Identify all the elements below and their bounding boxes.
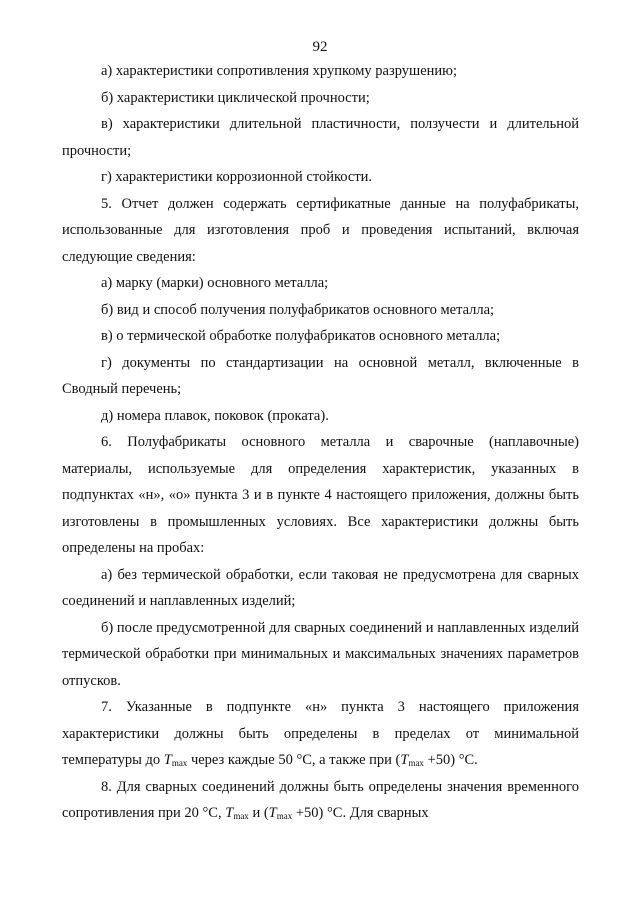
temperature-subscript: max	[171, 758, 188, 768]
temperature-symbol: T	[268, 805, 277, 821]
list-item-b-production-method: б) вид и способ получения полуфабрикатов основного металла;	[101, 301, 495, 318]
paragraph-7-text-middle: через каждые 50 °С, а также при (	[187, 752, 401, 768]
list-item-a-no-heat-treatment: а) без термической обработки, если таковая не предусмотрена для сварных соединений и наплавленных изделий;	[62, 566, 579, 609]
temperature-symbol: T	[225, 805, 234, 821]
list-item-b-cyclic-strength: б) характеристики циклической прочности;	[101, 89, 370, 106]
temperature-subscript: max	[276, 811, 293, 821]
body-text	[62, 58, 579, 827]
list-item-c-heat-treatment: в) о термической обработке полуфабрикатов основного металла;	[101, 328, 501, 344]
list-item-d-standards-documents: г) документы по стандартизации на основной металл, включенные в Сводный перечень;	[62, 354, 579, 397]
paragraph-8	[62, 774, 579, 827]
paragraph-7	[62, 694, 579, 774]
temperature-subscript: max	[408, 758, 424, 768]
paragraph-7-text-start: 7. Указанные в подпункте «н» пункта 3 настоящего приложения характеристики должны быть определены в пределах от минимальной температуры до	[62, 699, 579, 768]
paragraph-7-text-end: +50) °С.	[423, 752, 478, 768]
temperature-symbol: T	[163, 752, 172, 768]
page-number: 92	[312, 39, 328, 55]
paragraph-8-text-start: 8. Для сварных соединений должны быть определены значения временного сопротивления при 20 °С,	[62, 778, 579, 821]
paragraph-6: 6. Полуфабрикаты основного металла и сварочные (наплавочные) материалы, используемые для определения характеристик, указанных в подпунктах «н», «о» пункта 3 и в пункте 4 настоящего приложения, должны быть изготовлены в промышленных условиях. Все характеристики должны быть определены на пробах:	[62, 434, 579, 556]
paragraph-8-text-middle: и (	[248, 805, 269, 821]
paragraph-5: 5. Отчет должен содержать сертификатные данные на полуфабрикаты, использованные для изготовления проб и проведения испытаний, включая следующие сведения:	[62, 195, 579, 265]
list-item-d-corrosion-resistance: г) характеристики коррозионной стойкости.	[101, 169, 373, 185]
temperature-symbol: T	[400, 752, 409, 768]
list-item-e-heat-numbers: д) номера плавок, поковок (проката).	[101, 407, 329, 424]
list-item-b-after-heat-treatment: б) после предусмотренной для сварных соединений и наплавленных изделий термической обработки при минимальных и максимальных значениях параметров отпусков.	[62, 619, 579, 689]
list-item-a-metal-grade: а) марку (марки) основного металла;	[101, 275, 329, 291]
paragraph-8-text-end: +50) °С. Для сварных	[292, 805, 429, 821]
list-item-a-brittle-fracture: а) характеристики сопротивления хрупкому разрушению;	[101, 63, 458, 79]
list-item-c-long-term-strength: в) характеристики длительной пластичности, ползучести и длительной прочности;	[62, 116, 579, 159]
temperature-subscript: max	[233, 811, 249, 821]
